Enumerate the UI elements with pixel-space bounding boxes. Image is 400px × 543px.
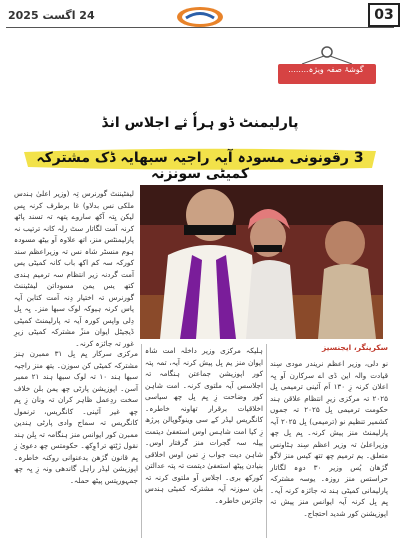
article-column-1: نو دلی، وزیر اعظم نریندر مودی سِند قیادت والہ این ڈی اے سرکارن آو یِہ اعلان کرنہ زِ ۱۳۰ اَم آئینی ترمیمی بِل ۲۰۲۵ تہ مرکزی زیرِ انتظام علاقن ہند حکومت ترمیمی بِل ۲۰۲۵ تہ جموں کشمیر تنظیم نو (ترمیمی) بِل ۲۰۲۵ آیہ پارلیمنٹ منز پیش کرنہ۔ یِم بِل چھ وزیراعلیٰ تہ وزیر اعظم سِند ہٹاونس متعلق۔ یم ترمیم چھ تتھ کیس منز لاگو گژھان یُس وزیر ۳۰ دۄہ لگاتار حراستس منز روزہ۔ یوسہ مشترکہ پارلیمانی کمیٹی ہند تہ جائزہ کرنہ آیہ۔ یِم بِل کرنہ آیہ ایوانس منز پیش تہ اپوزیشنن کور شدید احتجاج۔	[270, 359, 389, 518]
article-subheadline: 3 رقونونی مسودہ آیہ راجیہ سبھایہ ڈک مشترکہ کمیٹی سونزنہ	[36, 150, 364, 182]
article-column-top: لیفٹیننٹ گورنرس تِہ (وزیر اعلیٰ ہندس ملکی نس بدلاو) غا برطرف کرنہ یِس لیکن یِتہ آکھ ساروے یتھہ تہ تسند پاٹھ کرنہ آمت لگاتار سٹ رلہ کانہ ترتیب نہ پارلیمنٹس منز، اتھ علاوہ آو بیٹھ مسودہ ہوم منسٹر شاہ نس تہ وزیراعظم سند کورکہ سہ کم اکھ باب کانہ کمیٹی یس آمت گردنہ زیر انتظام سہ ترمیم ہندی کتھ یس یمن مسوداتن لیفٹیننٹ گورنرس تہ اختیار دِنہ آمت کتابن آیہ پاس کرنہ ہیوکہ لوک سبھا منز۔ یِہ بِل دِلی واپس کورہ آیہ تہ پارلیمنٹ کمیٹی ڈیجیٹل ایوان منزٗ مشترکہ کمیٹی زیرِ غور تہ جائزہ کرنہ۔	[14, 189, 134, 348]
column-divider	[266, 344, 267, 538]
page-number: 03	[368, 3, 400, 27]
issue-date: 24 اگست 2025	[8, 9, 95, 22]
section-tag-label: گوشۂ صفہ ویژہ........	[288, 65, 364, 74]
newspaper-logo	[176, 6, 224, 28]
article-headline: پارلیمنٹ ڈو ہراٗ ثے اجلاس انڈ	[101, 115, 299, 131]
article-column-2: ہلیکہ مرکزی وزیر داخلہ امت شاہ ایوان منز یم بِل پیش کرنہ آیہ، تمہ پتہ کور اپوزیشن جماعتن ہنگامہ تہ اجلاسس آیہ ملتوی کرنہ۔ امت شاہن کور وضاحت زِ یِم بِل چھ سیاسی اخلاقیات برقرار تھاونہ خاطرہ۔ کانگریس لیڈر کے سی وینوگوپالن پرژھ زِ کیا امت شاہس اوس استعفیٰ دیتمت ییلہ سہ گجرات منز گرفتار اوس۔ شاہن دیت جواب زِ تمن اوس اخلاقی بنیادن پیٹھ استعفیٰ دیتمت تہ پتہ عدالتن کورکھ بری۔ اجلاس آو ملتوی کرنہ تہ بلن سوزنہ آیہ مشترکہ کمیٹی ہندس جائزس خاطرہ۔	[145, 346, 263, 505]
article-column-3: مرکزی سرکار یِم بِل ۳۱ ممبرن ہنز مشترکہ کمیٹی کن سوزن۔ یتھ منز راجیہ سبھا ہند ۱۰ تہ لوک سبھا ہند ۲۱ ممبر آسن۔ اپوزیشن پارٹی چھ یمن بلن خلاف سخت ردِعمل ظاہر کران تہ ونان زِ یِم چھ غیر آئینی۔ کانگریس، ترنمول کانگریس تہ سماج وادی پارٹی ہندین ممبرن کور ایوانس منز ہنگامہ تہ بِلن ہند نقول ژٹِتھ ترٲوِکھ۔ حکومتس چھ دعویٰ زِ یِم قانون گژھن بدعنوانی روکنہ خاطرہ۔ اپوزیشن لیڈر راہل گاندھی ونہ زِ یِہ چھ جمہوریتس پیٹھ حملہ۔	[14, 349, 138, 485]
header-rule	[6, 27, 394, 28]
column-divider	[141, 344, 142, 538]
article-byline: سکرینگر، ایجنسیز	[322, 343, 388, 352]
parliament-photo	[140, 185, 383, 339]
